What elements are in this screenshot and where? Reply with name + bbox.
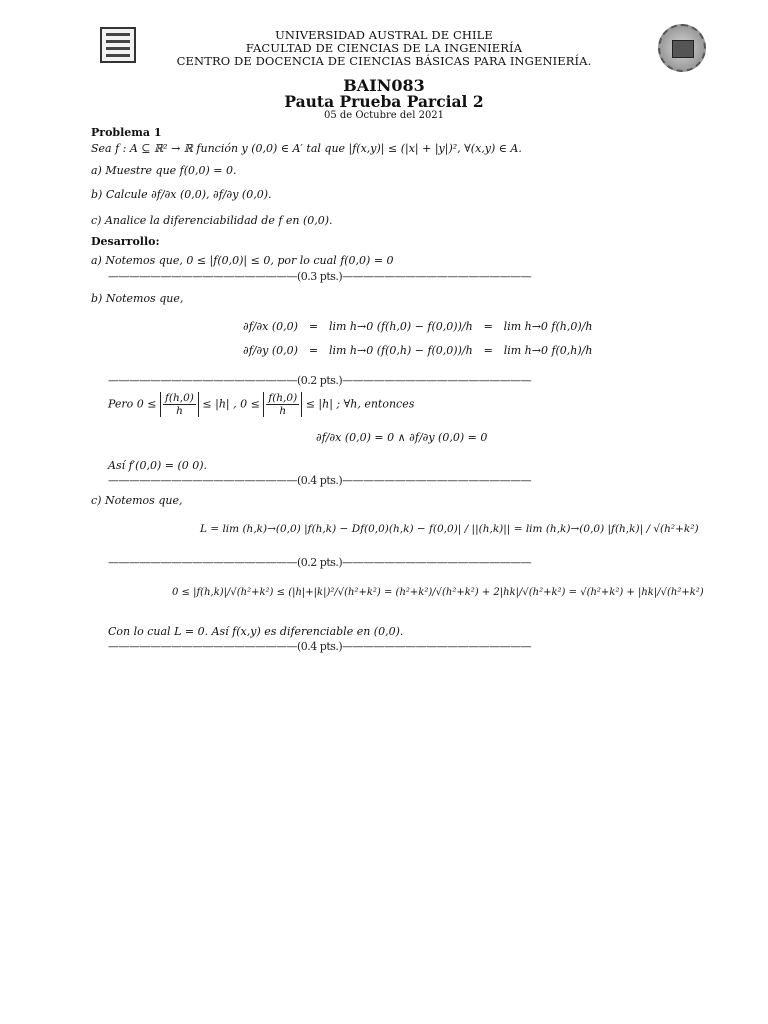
derivative-row-y: ∂f/∂y (0,0) = lim h→0 (f(0,h) − f(0,0))/h = lim h→0 f(0,h)/h xyxy=(243,344,593,357)
problem-statement: Sea f : A ⊆ ℝ² → ℝ función y (0,0) ∈ A′ tal que |f(x,y)| ≤ (|x| + |y|)², ∀(x,y) ∈ A. xyxy=(91,142,522,155)
score-separator-c1: ——————————————————(0.2 pts.)—————————————————— xyxy=(108,556,532,569)
derivative-conclusion: Así f′(0,0) = (0 0). xyxy=(108,459,208,472)
problem-heading: Problema 1 xyxy=(91,126,162,139)
score-separator-c2: ——————————————————(0.4 pts.)—————————————————— xyxy=(108,640,532,653)
derivative-y-lhs: ∂f/∂y (0,0) xyxy=(243,344,298,357)
bound-statement: Pero 0 ≤ $\frac{f(h,0)}{h}$ ≤ |h| , 0 ≤ $\frac{f(h,0)}{h}$ ≤ |h| ; ∀h, entonces xyxy=(108,392,415,417)
derivative-x-limit: lim h→0 (f(h,0) − f(0,0))/h xyxy=(328,320,473,333)
derivative-y-limit: lim h→0 (f(0,h) − f(0,0))/h xyxy=(328,344,473,357)
partial-derivatives-result: ∂f/∂x (0,0) = 0 ∧ ∂f/∂y (0,0) = 0 xyxy=(316,431,488,444)
part-a: a) Muestre que f(0,0) = 0. xyxy=(91,164,237,177)
derivative-x-result: lim h→0 f(h,0)/h xyxy=(503,320,593,333)
solution-heading: Desarrollo: xyxy=(91,235,160,248)
solution-b-intro: b) Notemos que, xyxy=(91,292,184,305)
page-title: Pauta Prueba Parcial 2 xyxy=(284,92,484,111)
center-name: CENTRO DE DOCENCIA DE CIENCIAS BÁSICAS PARA INGENIERÍA. xyxy=(176,54,592,68)
exam-date: 05 de Octubre del 2021 xyxy=(323,110,445,121)
part-b-derivative-y: ∂f/∂y (0,0). xyxy=(213,188,272,201)
inequality-chain: 0 ≤ |f(h,k)|/√(h²+k²) ≤ (|h|+|k|)²/√(h²+k²) = (h²+k²)/√(h²+k²) + 2|hk|/√(h²+k²) = √(h²+k²) + |hk|/√(h²+k²) xyxy=(172,587,704,598)
derivative-y-result: lim h→0 f(0,h)/h xyxy=(503,344,593,357)
faculty-name: FACULTAD DE CIENCIAS DE LA INGENIERÍA xyxy=(245,41,523,55)
score-separator-a: ——————————————————(0.3 pts.)—————————————————— xyxy=(108,270,532,283)
part-b xyxy=(91,188,271,201)
score-separator-b2: ——————————————————(0.4 pts.)—————————————————— xyxy=(108,474,532,487)
solution-c-intro: c) Notemos que, xyxy=(91,494,183,507)
final-conclusion: Con lo cual L = 0. Así f(x,y) es diferenciable en (0,0). xyxy=(108,625,404,638)
course-header xyxy=(0,77,768,122)
bound-conclusion: ≤ |h| ; ∀h, entonces xyxy=(305,397,415,411)
header xyxy=(0,29,768,68)
part-b-prefix: b) Calcule xyxy=(91,188,148,201)
part-c: c) Analice la diferenciabilidad de f en (0,0). xyxy=(91,214,333,227)
bound-pero: Pero xyxy=(108,397,134,411)
derivative-row-x: ∂f/∂x (0,0) = lim h→0 (f(h,0) − f(0,0))/h = lim h→0 f(h,0)/h xyxy=(243,320,593,333)
part-b-derivative-x: ∂f/∂x (0,0), xyxy=(151,188,210,201)
derivative-x-lhs: ∂f/∂x (0,0) xyxy=(243,320,298,333)
limit-L-definition: L = lim (h,k)→(0,0) |f(h,k) − Df(0,0)(h,k) − f(0,0)| / ||(h,k)|| = lim (h,k)→(0,0) |f(h,k)| / √(h²+k²) xyxy=(200,523,699,535)
university-name: UNIVERSIDAD AUSTRAL DE CHILE xyxy=(275,28,493,42)
solution-a: a) Notemos que, 0 ≤ |f(0,0)| ≤ 0, por lo cual f(0,0) = 0 xyxy=(91,254,394,267)
course-code: BAIN083 xyxy=(343,76,425,95)
score-separator-b1: ——————————————————(0.2 pts.)—————————————————— xyxy=(108,374,532,387)
